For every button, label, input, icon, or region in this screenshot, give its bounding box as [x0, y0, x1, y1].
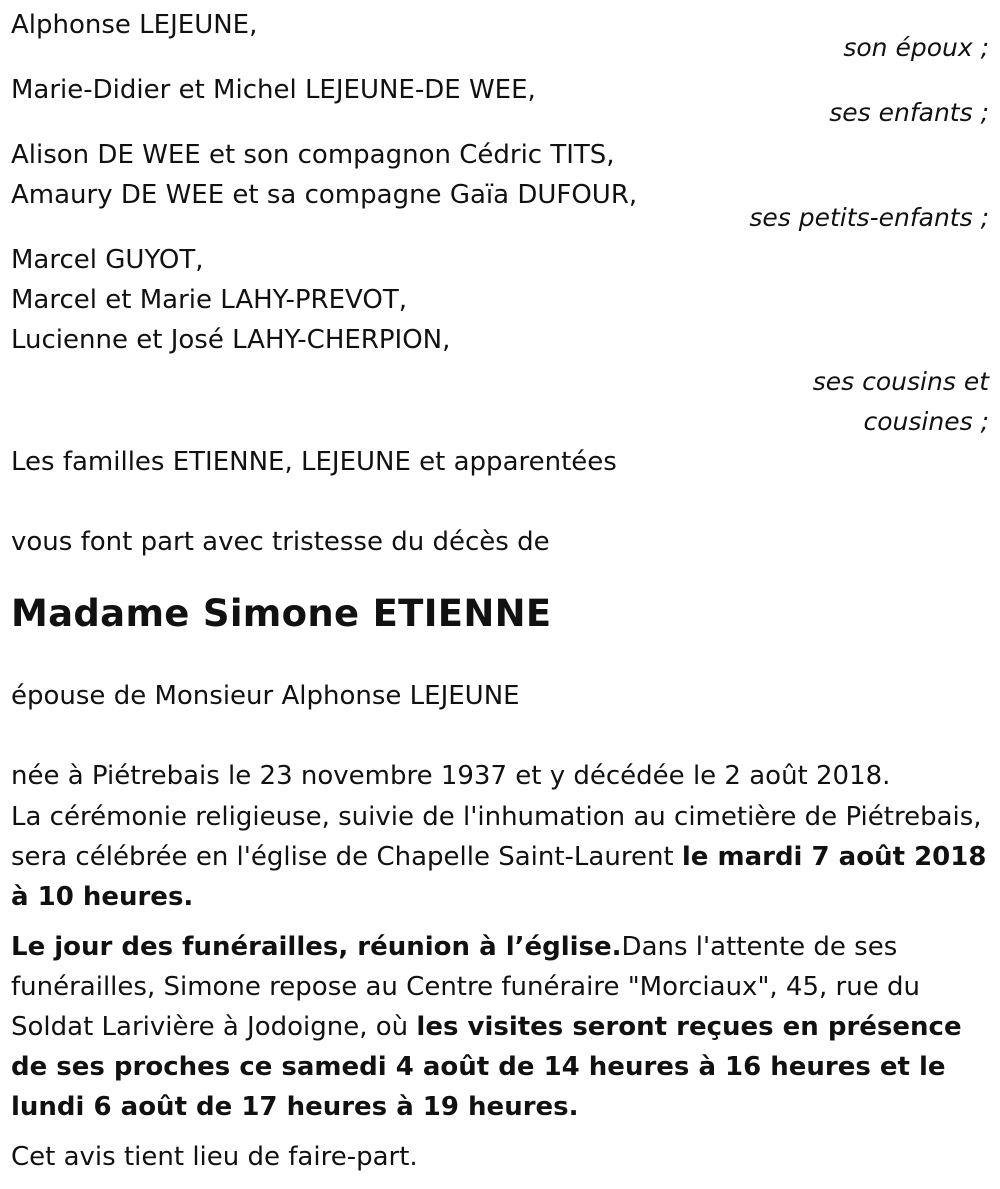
funeral-paragraph	[11, 927, 991, 1127]
announcement-line: vous font part avec tristesse du décès de	[11, 527, 550, 557]
spouse-role: son époux ;	[843, 33, 989, 62]
families-line: Les familles ETIENNE, LEJEUNE et apparentées	[11, 447, 617, 477]
closing-line: Cet avis tient lieu de faire-part.	[11, 1142, 418, 1172]
cousins-group	[11, 240, 991, 442]
cousins-role-line2: cousines ;	[863, 407, 989, 436]
ceremony-when: le mardi 7 août 2018 à 10 heures.	[11, 842, 987, 912]
grandchild-name: Alison DE WEE et son compagnon Cédric TITS,	[11, 140, 615, 170]
funeral-visits: les visites seront reçues en présence de ses proches ce samedi 4 août de 14 heures à 16 heures et le lundi 6 août de 17 heures à 19 heures.	[11, 1012, 962, 1122]
ceremony-paragraph	[11, 797, 991, 917]
children-role: ses enfants ;	[829, 98, 989, 127]
cousin-name: Lucienne et José LAHY-CHERPION,	[11, 325, 451, 355]
cousin-name: Marcel GUYOT,	[11, 245, 204, 275]
children-name: Marie-Didier et Michel LEJEUNE-DE WEE,	[11, 75, 536, 105]
obituary-notice	[11, 5, 991, 1177]
children-group	[11, 70, 991, 133]
spouse-group	[11, 5, 991, 68]
cousin-name: Marcel et Marie LAHY-PREVOT,	[11, 285, 407, 315]
grandchild-name: Amaury DE WEE et sa compagne Gaïa DUFOUR,	[11, 180, 638, 210]
ceremony-text: La cérémonie religieuse, suivie de l'inhumation au cimetière de Piétrebais, sera célébrée en l'église de Chapelle Saint-Laurent	[11, 802, 982, 872]
spouse-name: Alphonse LEJEUNE,	[11, 10, 258, 40]
birth-death-line: née à Piétrebais le 23 novembre 1937 et y décédée le 2 août 2018.	[11, 761, 891, 791]
deceased-name: Madame Simone ETIENNE	[11, 592, 552, 635]
grandchildren-role: ses petits-enfants ;	[749, 203, 989, 232]
funeral-meeting: Le jour des funérailles, réunion à l’église.	[11, 932, 622, 962]
cousins-role-line1: ses cousins et	[812, 367, 989, 396]
funeral-repose: Dans l'attente de ses funérailles, Simone repose au Centre funéraire "Morciaux", 45, rue du Soldat Larivière à Jodoigne, où	[11, 932, 920, 1042]
grandchildren-group	[11, 135, 991, 238]
spouse-of-line: épouse de Monsieur Alphonse LEJEUNE	[11, 681, 520, 711]
